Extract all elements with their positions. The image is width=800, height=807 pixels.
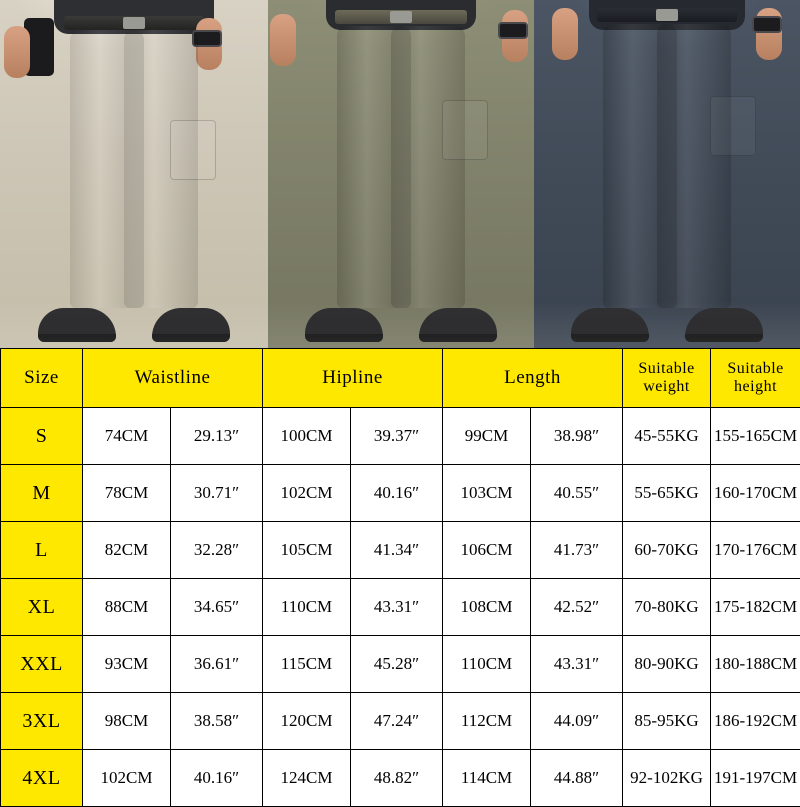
cell-waist-cm: 78CM [83,465,171,522]
cell-waist-cm: 88CM [83,579,171,636]
cell-waist-in: 40.16″ [171,750,263,807]
table-row [1,465,800,522]
cell-length-in: 44.09″ [531,693,623,750]
cell-height: 170-176CM [711,522,800,579]
cell-weight: 70-80KG [623,579,711,636]
product-photo-khaki [0,0,268,348]
cell-hip-in: 40.16″ [351,465,443,522]
cell-size: L [1,522,83,579]
floor-shadow [534,302,800,348]
cell-height: 186-192CM [711,693,800,750]
left-hand [4,26,30,78]
cell-hip-cm: 102CM [263,465,351,522]
cell-length-cm: 99CM [443,408,531,465]
cell-size: XXL [1,636,83,693]
cell-hip-in: 41.34″ [351,522,443,579]
wristwatch [498,22,528,39]
cell-height: 180-188CM [711,636,800,693]
cell-length-cm: 108CM [443,579,531,636]
header-length: Length [443,349,623,408]
size-chart-table-wrapper [0,348,800,800]
floor-shadow [0,302,268,348]
cell-waist-cm: 98CM [83,693,171,750]
cell-hip-cm: 110CM [263,579,351,636]
right-leg [657,24,731,308]
left-hand [552,8,578,60]
header-suitable-height-line2: height [734,378,777,395]
cell-hip-cm: 120CM [263,693,351,750]
table-header [1,349,800,408]
cell-weight: 85-95KG [623,693,711,750]
header-row [1,349,800,408]
header-suitable-height [711,349,800,408]
cell-height: 175-182CM [711,579,800,636]
cell-length-cm: 114CM [443,750,531,807]
cell-hip-cm: 105CM [263,522,351,579]
cell-hip-in: 48.82″ [351,750,443,807]
header-suitable-weight [623,349,711,408]
belt [597,8,737,22]
cell-hip-cm: 124CM [263,750,351,807]
header-suitable-weight-line2: weight [643,378,690,395]
cell-waist-in: 38.58″ [171,693,263,750]
cell-length-cm: 110CM [443,636,531,693]
cell-weight: 80-90KG [623,636,711,693]
left-hand [270,14,296,66]
header-waistline: Waistline [83,349,263,408]
cell-waist-cm: 93CM [83,636,171,693]
cell-waist-in: 29.13″ [171,408,263,465]
cell-length-in: 40.55″ [531,465,623,522]
cell-waist-cm: 102CM [83,750,171,807]
size-chart-table [0,348,800,807]
cell-weight: 55-65KG [623,465,711,522]
cell-waist-cm: 82CM [83,522,171,579]
cell-waist-in: 34.65″ [171,579,263,636]
cell-waist-cm: 74CM [83,408,171,465]
cell-hip-cm: 100CM [263,408,351,465]
cell-length-cm: 103CM [443,465,531,522]
table-row [1,693,800,750]
belt [335,10,467,24]
wristwatch [752,16,782,33]
cargo-pocket [710,96,756,156]
cell-waist-in: 30.71″ [171,465,263,522]
table-row [1,522,800,579]
table-row [1,636,800,693]
cell-length-cm: 106CM [443,522,531,579]
cell-length-in: 44.88″ [531,750,623,807]
table-row [1,579,800,636]
header-size: Size [1,349,83,408]
cell-length-cm: 112CM [443,693,531,750]
cargo-pocket [442,100,488,160]
cell-hip-in: 47.24″ [351,693,443,750]
cell-height: 160-170CM [711,465,800,522]
cell-hip-in: 39.37″ [351,408,443,465]
cell-size: 4XL [1,750,83,807]
cell-size: 3XL [1,693,83,750]
floor-shadow [268,302,534,348]
header-suitable-weight-line1: Suitable [638,360,694,377]
belt-buckle [123,17,145,29]
cell-height: 155-165CM [711,408,800,465]
belt-buckle [390,11,412,23]
product-photo-olive [268,0,534,348]
cell-length-in: 41.73″ [531,522,623,579]
cell-size: M [1,465,83,522]
cell-hip-cm: 115CM [263,636,351,693]
cell-hip-in: 45.28″ [351,636,443,693]
cargo-pocket [170,120,216,180]
cell-length-in: 43.31″ [531,636,623,693]
header-suitable-height-line1: Suitable [727,360,783,377]
cell-hip-in: 43.31″ [351,579,443,636]
cell-size: S [1,408,83,465]
table-row [1,408,800,465]
table-row [1,750,800,807]
cell-waist-in: 32.28″ [171,522,263,579]
cell-height: 191-197CM [711,750,800,807]
belt [64,16,204,30]
cell-waist-in: 36.61″ [171,636,263,693]
cell-length-in: 38.98″ [531,408,623,465]
right-leg [391,26,465,308]
cell-weight: 92-102KG [623,750,711,807]
cell-length-in: 42.52″ [531,579,623,636]
table-body [1,408,800,807]
product-photo-navy [534,0,800,348]
header-hipline: Hipline [263,349,443,408]
cell-weight: 45-55KG [623,408,711,465]
product-photo-strip [0,0,800,348]
cell-size: XL [1,579,83,636]
belt-buckle [656,9,678,21]
cell-weight: 60-70KG [623,522,711,579]
